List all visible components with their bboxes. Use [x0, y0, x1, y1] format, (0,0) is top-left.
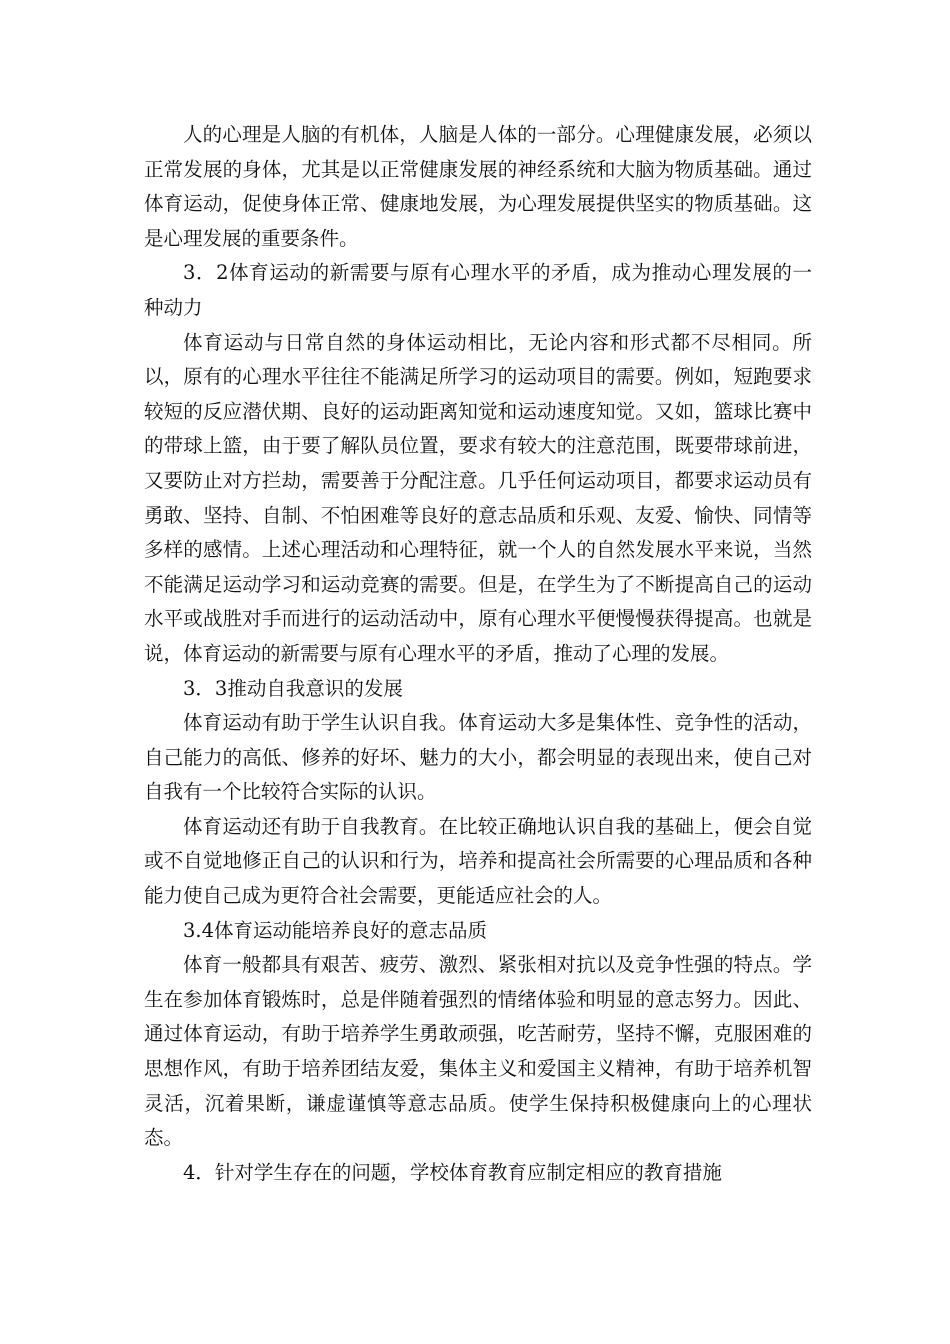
paragraph-self-education: 体育运动还有助于自我教育。在比较正确地认识自我的基础上，便会自觉或不自觉地修正自己的认识和行为，培养和提高社会所需要的心理品质和各种能力使自己成为更符合社会需要，更能适应社会的人。	[144, 814, 812, 908]
paragraph-new-needs: 体育运动与日常自然的身体运动相比，无论内容和形式都不尽相同。所以，原有的心理水平往往不能满足所学习的运动项目的需要。例如，短跑要求较短的反应潜伏期、良好的运动距离知觉和运动速度知觉。又如，篮球比赛中的带球上篮，由于要了解队员位置，要求有较大的注意范围，既要带球前进，又要防止对方拦劫，需要善于分配注意。几乎任何运动项目，都要求运动员有勇敢、坚持、自制、不怕困难等良好的意志品质和乐观、友爱、愉快、同情等多样的感情。上述心理活动和心理特征，就一个人的自然发展水平来说，当然不能满足运动学习和运动竞赛的需要。但是，在学生为了不断提高自己的运动水平或战胜对手而进行的运动活动中，原有心理水平便慢慢获得提高。也就是说，体育运动的新需要与原有心理水平的矛盾，推动了心理的发展。	[144, 330, 812, 665]
section-heading-3-4: 3.4体育运动能培养良好的意志品质	[183, 918, 488, 942]
section-heading-3-3: 3．3推动自我意识的发展	[183, 676, 403, 700]
paragraph-self-recognition: 体育运动有助于学生认识自我。体育运动大多是集体性、竞争性的活动，自己能力的高低、修养的好坏、魅力的大小，都会明显的表现出来，使自己对自我有一个比较符合实际的认识。	[144, 711, 812, 804]
paragraph-physical-basis: 人的心理是人脑的有机体，人脑是人体的一部分。心理健康发展，必须以正常发展的身体，尤其是以正常健康发展的神经系统和大脑为物质基础。通过体育运动，促使身体正常、健康地发展，为心理发展提供坚实的物质基础。这是心理发展的重要条件。	[144, 123, 812, 250]
section-heading-4: 4．针对学生存在的问题，学校体育教育应制定相应的教育措施	[183, 1160, 722, 1184]
document-page	[144, 118, 812, 1190]
paragraph-will-quality: 体育一般都具有艰苦、疲劳、激烈、紧张相对抗以及竞争性强的特点。学生在参加体育锻炼时，总是伴随着强烈的情绪体验和明显的意志努力。因此、通过体育运动，有助于培养学生勇敢顽强，吃苦耐劳，坚持不懈，克服困难的思想作风，有助于培养团结友爱，集体主义和爱国主义精神，有助于培养机智灵活，沉着果断，谦虚谨慎等意志品质。使学生保持积极健康向上的心理状态。	[144, 953, 812, 1150]
section-heading-3-2: 3．2体育运动的新需要与原有心理水平的矛盾，成为推动心理发展的一种动力	[144, 261, 812, 319]
